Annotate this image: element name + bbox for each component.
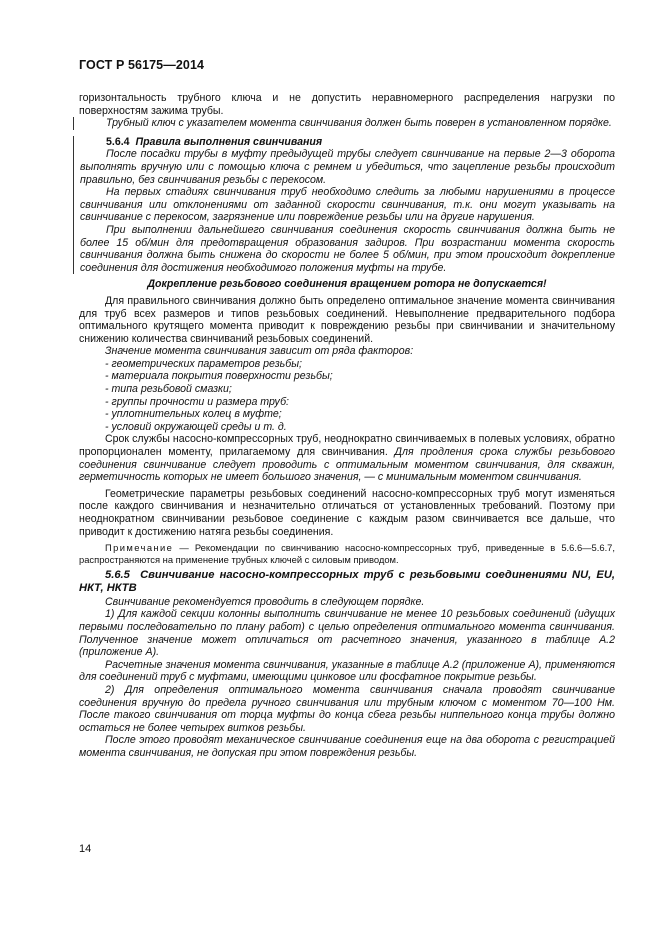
paragraph-step-1b: Расчетные значения момента свинчивания, указанные в таблице А.2 (приложение А), применяются для соединений труб с муфтами, имеющими цинковое или фосфатное покрытие резьбы. [79, 658, 615, 684]
service-life-plain: Срок службы насосно-компрессорных труб, неоднократно свинчиваемых в полевых условиях, обратно пропорционален моменту, прилагаемому для свинчивания. [79, 433, 615, 459]
paragraph-service-life [79, 433, 615, 483]
paragraph-wrench-verification: Трубный ключ с указателем момента свинчивания должен быть поверен в установленном порядке. [106, 117, 612, 130]
section-title: Свинчивание насосно-компрессорных труб с резьбовыми соединениями NU, EU, НКТ, НКТВ [79, 569, 616, 595]
note-label: Примечание [105, 542, 174, 554]
note [79, 542, 615, 565]
paragraph-continued: горизонтальность трубного ключа и не допустить неравномерного распределения нагрузки по поверхностям зажима трубы. [79, 92, 615, 117]
page-number: 14 [79, 843, 92, 855]
list-item: - уплотнительных колец в муфте; [105, 408, 282, 421]
paragraph-order-intro: Свинчивание рекомендуется проводить в следующем порядке. [105, 595, 425, 608]
list-item: - материала покрытия поверхности резьбы; [105, 370, 333, 383]
factors-intro: Значение момента свинчивания зависит от ряда факторов: [105, 345, 414, 358]
section-5-6-4-heading [80, 136, 615, 149]
list-item: - геометрических параметров резьбы; [105, 357, 302, 370]
paragraph-step-1: 1) Для каждой секции колонны выполнить свинчивание не менее 10 резьбовых соединений (идущих первыми последовательно по плану работ) с целью определения оптимального момента свинчивания. Полученное значение может отличаться от расчетного значения, указанного в таблице А.2 (приложение А). [79, 608, 615, 659]
paragraph-geometry-change: Геометрические параметры резьбовых соединений насосно-компрессорных труб могут изменяться после каждого свинчивания и незначительно отличаться от установленных требований. Поэтому при неоднократном свинчивании резьбовое соединение с каждым разом свинчивается все дальше, что приводит к достижению натяга резьбы соединения. [79, 487, 615, 538]
factors-list [79, 358, 615, 434]
note-text: — Рекомендации по свинчиванию насосно-компрессорных труб, приведенные в 5.6.6—5.6.7, распространяются на применение трубных ключей с силовым приводом. [79, 542, 616, 565]
document-body [79, 92, 615, 760]
change-bar-block-2 [73, 136, 615, 275]
paragraph-step-2b: После этого проводят механическое свинчивание соединения еще на два оборота с регистрацией момента свинчивания, не допуская при этом повреждения резьбы. [79, 734, 615, 759]
service-life-italic: Для продления срока службы резьбового соединения свинчивание следует проводить с оптимальным моментом свинчивания, для скважин, герметичность которых не имеет большого значения, — с минимальным моментом свинчивания. [79, 446, 615, 484]
document-header: ГОСТ Р 56175—2014 [79, 58, 205, 72]
section-title: Правила выполнения свинчивания [135, 135, 323, 148]
paragraph-optimal-torque: Для правильного свинчивания должно быть определено оптимальное значение момента свинчивания для труб всех размеров и типов резьбовых соединений. Невыполнение предварительного подбора оптимального крутящего момента приводит к повреждению резьбы при свинчивании и значительному снижению количества свинчиваний резьбовых соединений. [79, 294, 615, 345]
section-5-6-5-heading [79, 569, 615, 596]
paragraph-early-stages: На первых стадиях свинчивания труб необходимо следить за любыми нарушениями в процессе свинчивания или отклонениями от заданной скорости свинчивания, т.к. они могут указывать на свинчивание с перекосом, загрязнение или повреждение резьбы или на другие нарушения. [80, 186, 615, 224]
change-bar-block-1 [73, 117, 615, 130]
section-number: 5.6.5 [105, 569, 130, 581]
warning-statement: Докрепление резьбового соединения вращением ротора не допускается! [147, 278, 547, 291]
paragraph-first-turns: После посадки трубы в муфту предыдущей трубы следует свинчивание на первые 2—3 оборота выполнять вручную или с помощью ключа с ремнем и убедиться, что зацепление резьбы происходит правильно, без свинчивания резьбы с перекосом. [80, 148, 615, 186]
list-item: - типа резьбовой смазки; [105, 383, 232, 396]
list-item: - условий окружающей среды и т. д. [105, 420, 287, 433]
paragraph-step-2: 2) Для определения оптимального момента свинчивания сначала проводят свинчивание соединения вручную до предела ручного свинчивания или трубным ключом с моментом 70—100 Нм. После такого свинчивания от торца муфты до конца сбега резьбы ниппельного конца трубы должно остаться не более четырех витков резьбы. [79, 683, 615, 734]
list-item: - группы прочности и размера труб: [105, 395, 289, 408]
paragraph-speed-limit: При выполнении дальнейшего свинчивания соединения скорость свинчивания должна быть не более 15 об/мин для предотвращения образования задиров. При возрастании момента скорость свинчивания должна быть снижена до скорости не более 5 об/мин, при этом происходит докрепление соединения для достижения необходимого положения муфты на трубе. [80, 223, 615, 274]
section-number: 5.6.4 [106, 135, 130, 148]
